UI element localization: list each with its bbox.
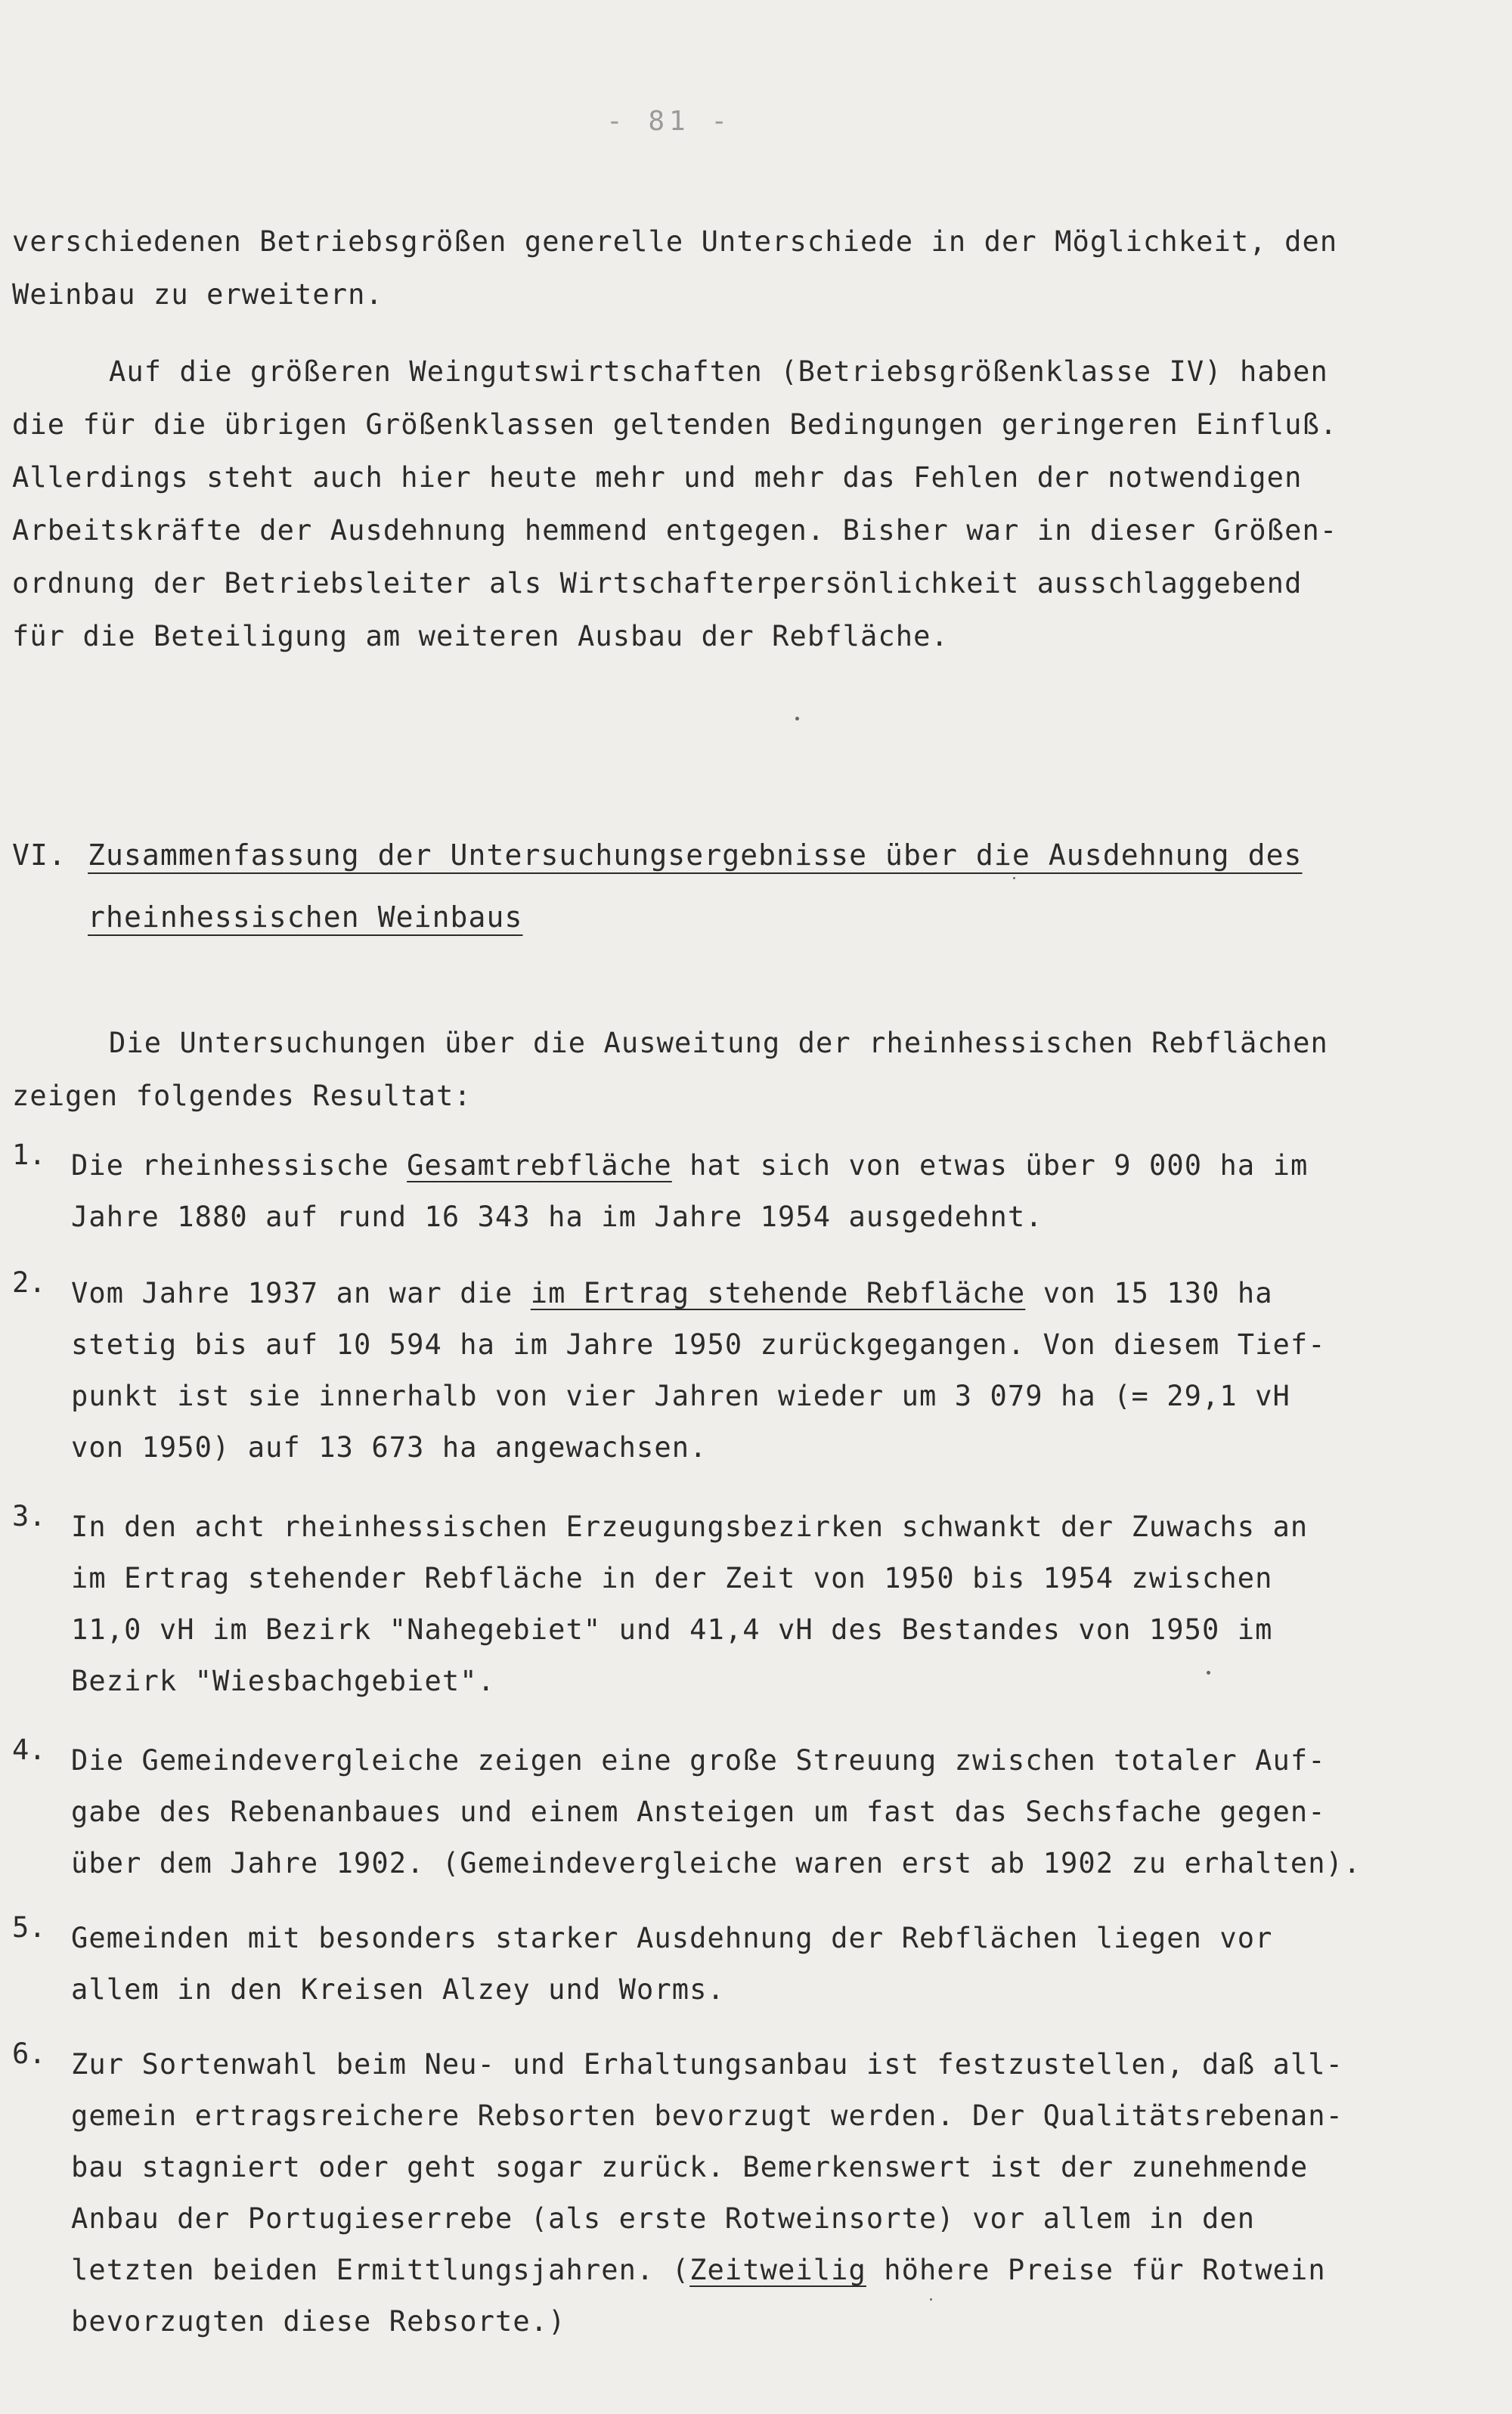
text-segment: Gemeinden mit besonders starker Ausdehnung der Rebflächen liegen vor — [71, 1922, 1273, 1954]
text-segment: allem in den Kreisen Alzey und Worms. — [71, 1973, 725, 2006]
list-item-line — [71, 1371, 1326, 1422]
text-line: verschiedenen Betriebsgrößen generelle Unterschiede in der Möglichkeit, den — [12, 225, 1338, 258]
section-title: Zusammenfassung der Untersuchungsergebnisse über die Ausdehnung des — [88, 838, 1303, 872]
scan-speck — [930, 2298, 932, 2301]
list-item — [12, 2039, 1343, 2347]
list-item-line — [71, 2039, 1343, 2090]
list-item-line — [71, 1786, 1361, 1838]
text-line: zeigen folgendes Resultat: — [12, 1080, 472, 1112]
list-item — [12, 1140, 1308, 1243]
list-item — [12, 1501, 1308, 1707]
scan-speck — [795, 717, 799, 720]
list-item-line — [71, 1735, 1361, 1786]
text-segment: hat sich von etwas über 9 000 ha im — [671, 1149, 1309, 1182]
list-item-line — [71, 1422, 1326, 1474]
list-item-line — [71, 1604, 1308, 1656]
list-item-line — [71, 1656, 1308, 1707]
list-item-line — [71, 1140, 1308, 1192]
text-segment: Die rheinhessische — [71, 1149, 407, 1182]
underlined-term: Gesamtrebfläche — [407, 1149, 672, 1182]
underlined-term: Zeitweilig — [689, 2254, 866, 2286]
list-item-line — [71, 1913, 1273, 1964]
list-item — [12, 1913, 1273, 2016]
text-segment: bevorzugten diese Rebsorte.) — [71, 2305, 566, 2338]
list-item-number: 5. — [12, 1911, 46, 1944]
text-segment: stetig bis auf 10 594 ha im Jahre 1950 zurückgegangen. Von diesem Tief- — [71, 1328, 1326, 1361]
text-segment: Die Gemeindevergleiche zeigen eine große Streuung zwischen totaler Auf- — [71, 1744, 1326, 1777]
text-segment: punkt ist sie innerhalb von vier Jahren wieder um 3 079 ha (= 29,1 vH — [71, 1380, 1290, 1412]
list-item-number: 6. — [12, 2037, 46, 2070]
list-item-line — [71, 1964, 1273, 2016]
text-segment: von 15 130 ha — [1025, 1277, 1273, 1309]
text-segment: bau stagniert oder geht sogar zurück. Bemerkenswert ist der zunehmende — [71, 2151, 1309, 2183]
list-item-line — [71, 1501, 1308, 1553]
list-item-line — [71, 1553, 1308, 1604]
text-line: Allerdings steht auch hier heute mehr und mehr das Fehlen der notwendigen — [12, 461, 1303, 494]
list-item-line — [71, 1838, 1361, 1889]
text-segment: Vom Jahre 1937 an war die — [71, 1277, 531, 1309]
list-item-number: 1. — [12, 1139, 46, 1171]
list-item-number: 4. — [12, 1734, 46, 1766]
text-segment: Jahre 1880 auf rund 16 343 ha im Jahre 1954 ausgedehnt. — [71, 1201, 1043, 1233]
scan-speck — [1013, 877, 1015, 879]
section-number: VI. — [12, 838, 67, 872]
section-title-continued: rheinhessischen Weinbaus — [88, 900, 523, 934]
text-segment: höhere Preise für Rotwein — [866, 2254, 1326, 2286]
list-item-number: 3. — [12, 1500, 46, 1532]
text-line: Die Untersuchungen über die Ausweitung der rheinhessischen Rebflächen — [109, 1027, 1328, 1059]
list-item — [12, 1268, 1326, 1474]
underlined-term: im Ertrag stehende Rebfläche — [530, 1277, 1026, 1309]
list-item-line — [71, 2090, 1343, 2142]
text-line: ordnung der Betriebsleiter als Wirtschafterpersönlichkeit ausschlaggebend — [12, 567, 1303, 600]
text-segment: Bezirk "Wiesbachgebiet". — [71, 1665, 496, 1697]
text-segment: In den acht rheinhessischen Erzeugungsbezirken schwankt der Zuwachs an — [71, 1511, 1309, 1543]
text-segment: gabe des Rebenanbaues und einem Ansteigen um fast das Sechsfache gegen- — [71, 1796, 1326, 1828]
lead-paragraph — [12, 1017, 1456, 1123]
scan-speck — [1207, 1671, 1210, 1675]
text-line: Arbeitskräfte der Ausdehnung hemmend entgegen. Bisher war in dieser Größen- — [12, 514, 1338, 547]
list-item-number: 2. — [12, 1266, 46, 1299]
text-line: Auf die größeren Weingutswirtschaften (Betriebsgrößenklasse IV) haben — [109, 355, 1328, 388]
text-segment: letzten beiden Ermittlungsjahren. ( — [71, 2254, 690, 2286]
text-segment: von 1950) auf 13 673 ha angewachsen. — [71, 1431, 708, 1464]
list-item-line — [71, 2245, 1343, 2296]
text-segment: gemein ertragsreichere Rebsorten bevorzugt werden. Der Qualitätsrebenan- — [71, 2099, 1344, 2132]
text-segment: Anbau der Portugieserrebe (als erste Rotweinsorte) vor allem in den — [71, 2202, 1256, 2235]
list-item-line — [71, 1192, 1308, 1243]
list-item-line — [71, 1268, 1326, 1319]
intro-paragraph — [12, 215, 1456, 321]
text-line: Weinbau zu erweitern. — [12, 278, 383, 311]
text-segment: im Ertrag stehender Rebfläche in der Zeit von 1950 bis 1954 zwischen — [71, 1562, 1273, 1594]
list-item-line — [71, 1319, 1326, 1371]
list-item — [12, 1735, 1361, 1889]
text-segment: Zur Sortenwahl beim Neu- und Erhaltungsanbau ist festzustellen, daß all- — [71, 2048, 1344, 2081]
page-number: - 81 - — [606, 106, 733, 137]
section-heading — [12, 824, 1303, 948]
text-line: für die Beteiligung am weiteren Ausbau der Rebfläche. — [12, 620, 949, 652]
paragraph-betriebsgroessen — [12, 346, 1456, 663]
text-segment: 11,0 vH im Bezirk "Nahegebiet" und 41,4 vH des Bestandes von 1950 im — [71, 1613, 1273, 1646]
list-item-line — [71, 2296, 1343, 2347]
list-item-line — [71, 2193, 1343, 2245]
list-item-line — [71, 2142, 1343, 2193]
text-segment: über dem Jahre 1902. (Gemeindevergleiche waren erst ab 1902 zu erhalten). — [71, 1847, 1362, 1879]
text-line: die für die übrigen Größenklassen geltenden Bedingungen geringeren Einfluß. — [12, 408, 1338, 441]
